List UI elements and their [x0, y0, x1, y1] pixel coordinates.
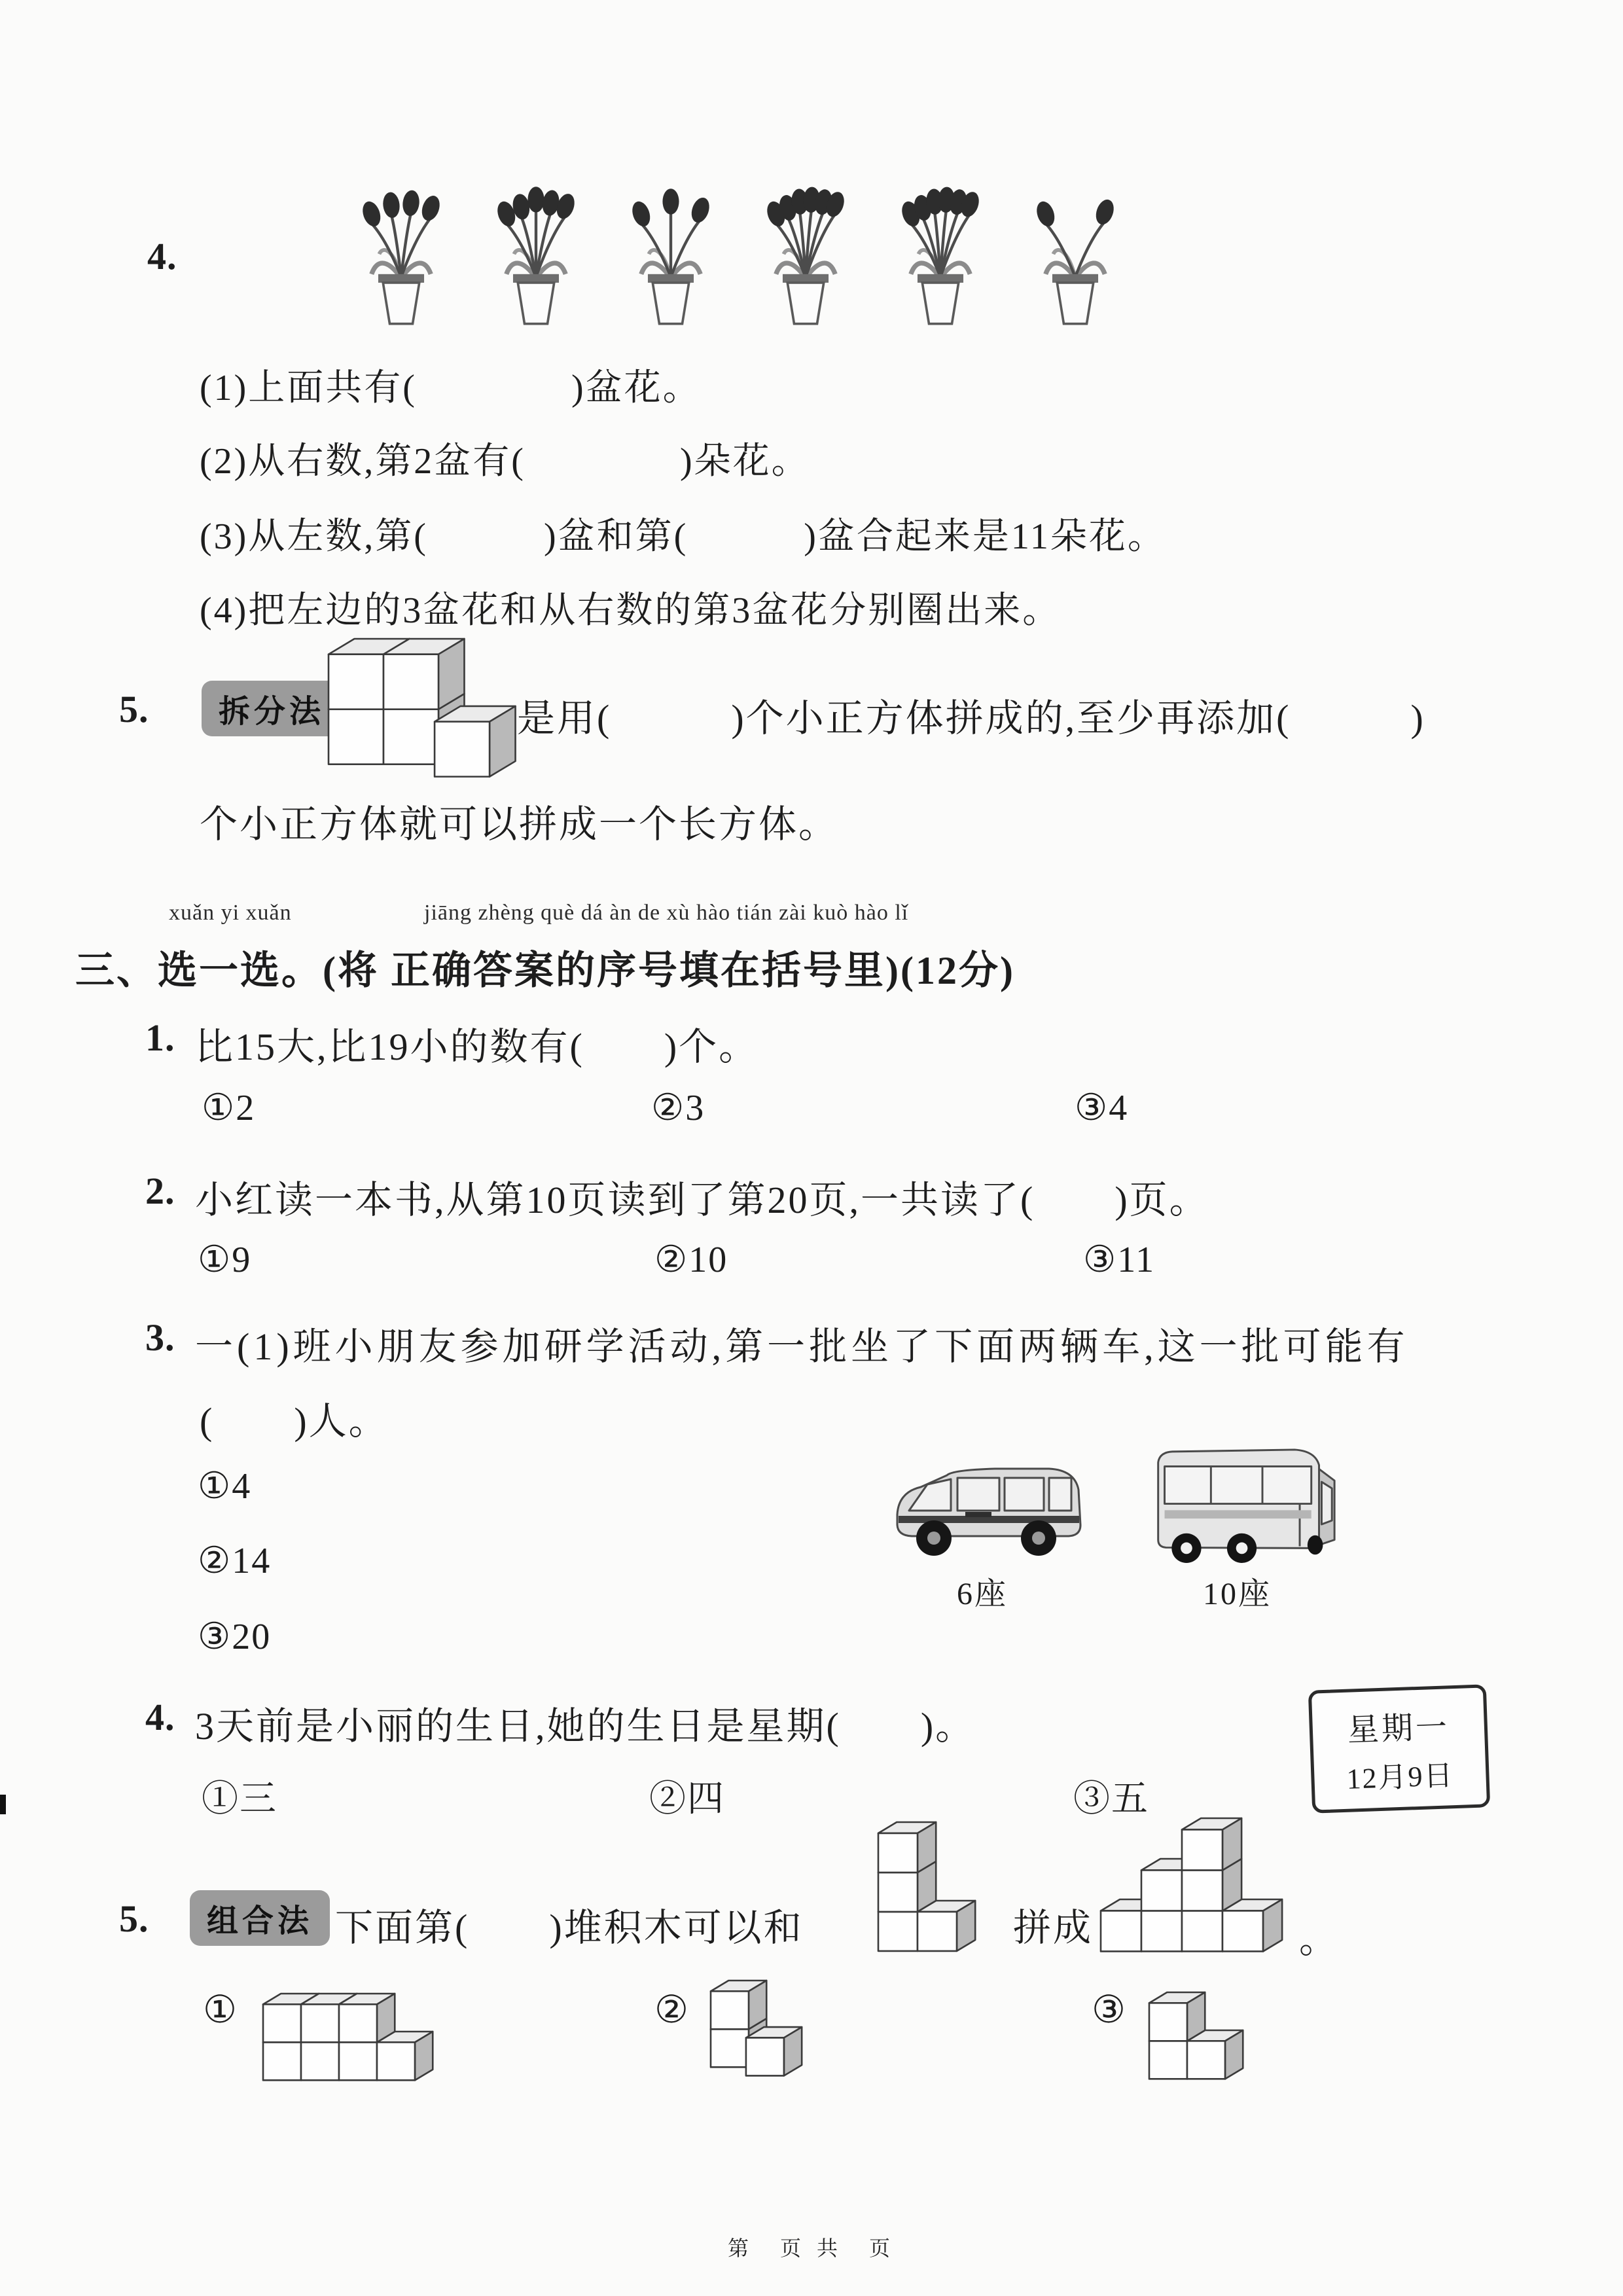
- s3-q5-number: 5.: [119, 1897, 149, 1940]
- section3-pinyin-left: xuǎn yi xuǎn: [169, 901, 292, 925]
- q4-number: 4.: [147, 235, 177, 278]
- cube-figure-option-1: [260, 1991, 435, 2083]
- s3-q1-option-1: ①2: [202, 1088, 256, 1128]
- combine-method-badge: 组合法: [190, 1890, 330, 1946]
- s3-q5-option-mark-1: ①: [203, 1988, 237, 2031]
- s3-q2-option-3: ③11: [1083, 1240, 1156, 1280]
- s3-q3-option-2: ②14: [198, 1541, 272, 1581]
- section3-title: 三、选一选。(将 正确答案的序号填在括号里)(12分): [75, 949, 1015, 992]
- s3-q5-text-middle: 拼成: [1013, 1907, 1094, 1949]
- s3-q4-option-2: ②四: [649, 1779, 725, 1820]
- calendar-date: 12月9日: [1346, 1759, 1455, 1795]
- s3-q5-option-mark-2: ②: [654, 1988, 688, 2031]
- q5-number: 5.: [119, 688, 149, 730]
- flower-pot: [353, 152, 449, 329]
- s3-q5-option-mark-3: ③: [1092, 1988, 1126, 2031]
- flower-pot: [1027, 152, 1123, 329]
- cube-figure-option-2: [708, 1978, 804, 2078]
- s3-q3-text-line2: ( )人。: [200, 1400, 389, 1443]
- bus-illustration: [1147, 1443, 1340, 1572]
- cube-figure-split: [326, 636, 518, 780]
- minivan-illustration: [887, 1452, 1090, 1573]
- s3-q3-option-3: ③20: [198, 1617, 272, 1657]
- flower-pot: [488, 152, 584, 329]
- section3-pinyin-right: jiāng zhèng què dá àn de xù hào tián zài kuò hào lǐ: [424, 901, 909, 925]
- van-seat-label: 6座: [957, 1577, 1008, 1611]
- s3-q1-number: 1.: [145, 1016, 175, 1059]
- calendar-weekday: 星期一: [1347, 1709, 1450, 1748]
- q4-sub-question-2: (2)从右数,第2盆有( )朵花。: [200, 441, 810, 482]
- s3-q3-option-1: ①4: [198, 1466, 252, 1507]
- s3-q4-number: 4.: [145, 1696, 175, 1738]
- s3-q1-text: 比15大,比19小的数有( )个。: [195, 1026, 759, 1068]
- s3-q1-option-2: ②3: [651, 1088, 705, 1128]
- s3-q3-text-line1: 一(1)班小朋友参加研学活动,第一批坐了下面两辆车,这一批可能有: [195, 1325, 1409, 1368]
- cube-figure-stair: [876, 1820, 978, 1954]
- s3-q2-number: 2.: [145, 1170, 175, 1212]
- calendar-card: [1308, 1684, 1490, 1813]
- cube-figure-target: [1098, 1816, 1285, 1954]
- flower-pot: [893, 152, 988, 329]
- cube-figure-option-3: [1147, 1990, 1245, 2081]
- s3-q1-option-3: ③4: [1075, 1088, 1129, 1128]
- s3-q5-text-end: 。: [1299, 1918, 1340, 1961]
- s3-q4-option-3: ③五: [1073, 1779, 1149, 1820]
- s3-q5-text-before: 下面第( )堆积木可以和: [335, 1907, 804, 1949]
- scan-edge-artifact: [0, 1795, 6, 1814]
- flower-pots-figure: [353, 152, 1123, 329]
- s3-q2-text: 小红读一本书,从第10页读到了第20页,一共读了( )页。: [195, 1179, 1209, 1221]
- s3-q4-text: 3天前是小丽的生日,她的生日是星期( )。: [195, 1705, 976, 1748]
- s3-q2-option-2: ②10: [654, 1240, 728, 1280]
- q5-text-line1: 是用( )个小正方体拼成的,至少再添加( ): [517, 697, 1425, 740]
- q4-sub-question-1: (1)上面共有( )盆花。: [200, 368, 702, 408]
- q4-sub-question-3: (3)从左数,第( )盆和第( )盆合起来是11朵花。: [200, 516, 1166, 557]
- s3-q4-option-1: ①三: [202, 1779, 277, 1820]
- q4-sub-question-4: (4)把左边的3盆花和从右数的第3盆花分别圈出来。: [200, 590, 1061, 631]
- q5-text-line2: 个小正方体就可以拼成一个长方体。: [200, 803, 839, 846]
- page-footer: 第 页 共 页: [727, 2236, 895, 2260]
- flower-pot: [758, 152, 853, 329]
- s3-q2-option-1: ①9: [198, 1240, 252, 1280]
- flower-pot: [623, 152, 719, 329]
- s3-q3-number: 3.: [145, 1316, 175, 1359]
- bus-seat-label: 10座: [1203, 1577, 1272, 1611]
- split-method-badge: 拆分法: [202, 681, 342, 736]
